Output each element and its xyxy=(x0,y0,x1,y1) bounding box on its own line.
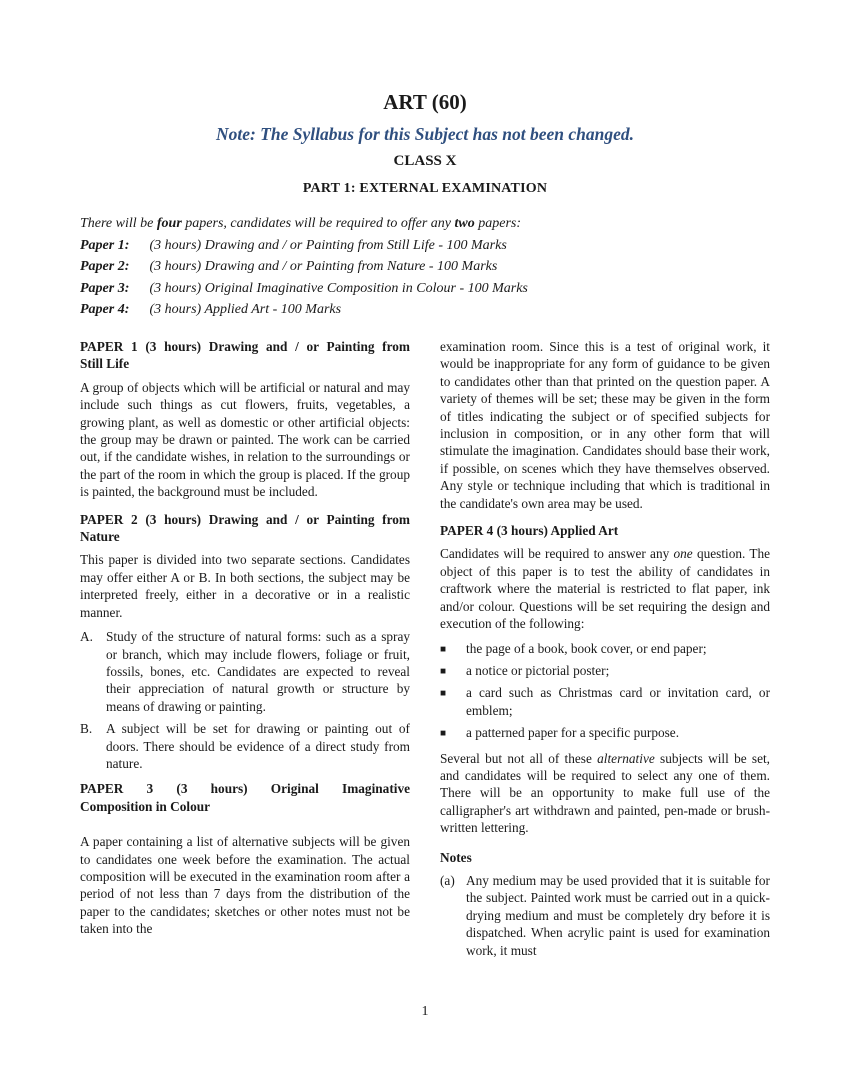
heading-line: PAPER 3 (3 hours) Original Imaginative xyxy=(80,781,410,797)
list-item xyxy=(440,640,770,657)
paper-line xyxy=(80,299,780,321)
paper-line xyxy=(80,235,780,257)
paper4-text-part: Candidates will be required to answer any xyxy=(440,546,674,562)
class-label: CLASS X xyxy=(393,153,457,169)
page-title: ART (60) xyxy=(383,90,467,114)
intro-emphasis: two xyxy=(454,216,475,231)
list-text: the page of a book, book cover, or end paper; xyxy=(466,640,707,656)
list-text: Study of the structure of natural forms: such as a spray or branch, which may include flowers, foliage or fruit, fossils, bones, etc. Candidates are expected to reveal their appreciation of natural growth or structure by means of drawing or painting. xyxy=(106,629,410,714)
bullet-icon: ■ xyxy=(440,643,447,655)
list-text: A subject will be set for drawing or painting out of doors. There should be evidence of a direct study from nature. xyxy=(106,721,410,771)
heading-line: PAPER 1 (3 hours) Drawing and / or Painting from xyxy=(80,339,410,354)
paper3-text-continued: examination room. Since this is a test of original work, it would be inappropriate for any form of guidance to be given to candidates other than that printed on the question paper. A variety of themes will be set; these may be given in the form of titles indicating the subject or of specified subjects for inclusion in composition, or in any other form that will stimulate the imagination. Candidates should base their work, if possible, on scenes which they have themselves observed. Any style or technique including that which is traditional in the candidate's own area may be used. xyxy=(440,339,770,511)
right-column xyxy=(440,338,770,967)
left-column xyxy=(80,338,410,945)
list-text: a notice or pictorial poster; xyxy=(466,662,610,678)
intro-sentence xyxy=(80,213,780,235)
paper-description: (3 hours) Drawing and / or Painting from Still Life - 100 Marks xyxy=(146,237,507,253)
list-item xyxy=(440,724,770,741)
paper4-text xyxy=(440,545,770,632)
bullet-icon: ■ xyxy=(440,688,447,700)
paper2-heading xyxy=(80,511,410,546)
list-text: a patterned paper for a specific purpose. xyxy=(466,725,680,741)
intro-text: There will be xyxy=(80,216,157,231)
list-item xyxy=(80,720,410,772)
paper-label: Paper 4: xyxy=(80,302,130,317)
heading-line: Nature xyxy=(80,529,120,545)
paper1-text: A group of objects which will be artificial or natural and may include such things as cut flowers, fruits, vegetables, a growing plant, as well as domestic or other artificial objects: the group may be drawn or painted. The work can be carried out, if the candidate wishes, in relation to the surroundings or the part of the room in which the group is placed. If the group is painted, the background must be included. xyxy=(80,379,410,500)
paper-label: Paper 3: xyxy=(80,280,130,296)
list-text: Any medium may be used provided that it is suitable for the subject. Painted work must be carried out in a quick-drying medium and must be completely dry before it is dispatched. When acrylic paint is used for examination work, it must xyxy=(466,872,770,958)
paper-description: (3 hours) Drawing and / or Painting from Nature - 100 Marks xyxy=(146,259,498,274)
paper4-emphasis: alternative xyxy=(597,750,655,766)
page-number: 1 xyxy=(421,1004,429,1019)
paper4-text-part: Several but not all of these xyxy=(440,750,598,766)
bullet-icon: ■ xyxy=(440,728,447,740)
paper-label: Paper 1: xyxy=(80,237,130,253)
bullet-icon: ■ xyxy=(440,665,447,677)
list-marker: A. xyxy=(80,629,93,645)
intro-text: papers, candidates will be required to offer any xyxy=(181,216,455,231)
syllabus-note: Note: The Syllabus for this Subject has not been changed. xyxy=(215,124,635,144)
list-text: a card such as Christmas card or invitation card, or emblem; xyxy=(466,685,770,718)
list-item xyxy=(440,684,770,719)
list-item xyxy=(80,628,410,715)
list-marker: B. xyxy=(80,721,93,737)
paper-description: (3 hours) Original Imaginative Composition in Colour - 100 Marks xyxy=(146,280,528,296)
heading-line: Still Life xyxy=(80,356,130,372)
notes-list xyxy=(440,872,770,959)
part-label: PART 1: EXTERNAL EXAMINATION xyxy=(302,181,548,196)
heading-line: Composition in Colour xyxy=(80,798,211,814)
notes-heading: Notes xyxy=(440,849,472,865)
paper2-sections xyxy=(80,628,410,772)
list-item xyxy=(440,662,770,679)
list-item xyxy=(440,872,770,959)
paper4-after-text xyxy=(440,750,770,837)
paper4-text-part: question. The object of this paper is to test the ability of candidates in craftwork where the material is restricted to flat paper, ink and/or colour. Questions will be set requiring the design and execution of the following: xyxy=(440,546,770,632)
paper-description: (3 hours) Applied Art - 100 Marks xyxy=(146,302,342,317)
heading-line: PAPER 2 (3 hours) Drawing and / or Painting from xyxy=(80,511,410,527)
intro-text: papers: xyxy=(474,216,522,231)
paper3-heading xyxy=(80,780,410,815)
paper4-options xyxy=(440,640,770,742)
paper3-text: A paper containing a list of alternative subjects will be given to candidates one week before the examination. The actual composition will be executed in the examination room after a period of not less than 7 days from the distribution of the paper to the candidates; sketches or other notes must not be taken into the xyxy=(80,834,410,937)
paper4-text-part: subjects will be set, and candidates will be required to select any one of them. There will be an opportunity to make full use of the calligrapher's art withdrawn and painted, pen-made or brush-written lettering. xyxy=(440,750,770,836)
paper4-emphasis: one xyxy=(673,546,693,562)
paper-line xyxy=(80,278,780,300)
paper-label: Paper 2: xyxy=(80,259,130,274)
intro-emphasis: four xyxy=(156,216,182,231)
paper2-text: This paper is divided into two separate sections. Candidates may offer either A or B. In both sections, the subject may be interpreted freely, either in a decorative or in a realistic manner. xyxy=(80,552,410,620)
paper4-heading: PAPER 4 (3 hours) Applied Art xyxy=(440,523,619,539)
intro-block xyxy=(80,213,780,321)
paper-line xyxy=(80,256,780,278)
list-marker: (a) xyxy=(440,872,455,888)
paper1-heading xyxy=(80,338,410,373)
